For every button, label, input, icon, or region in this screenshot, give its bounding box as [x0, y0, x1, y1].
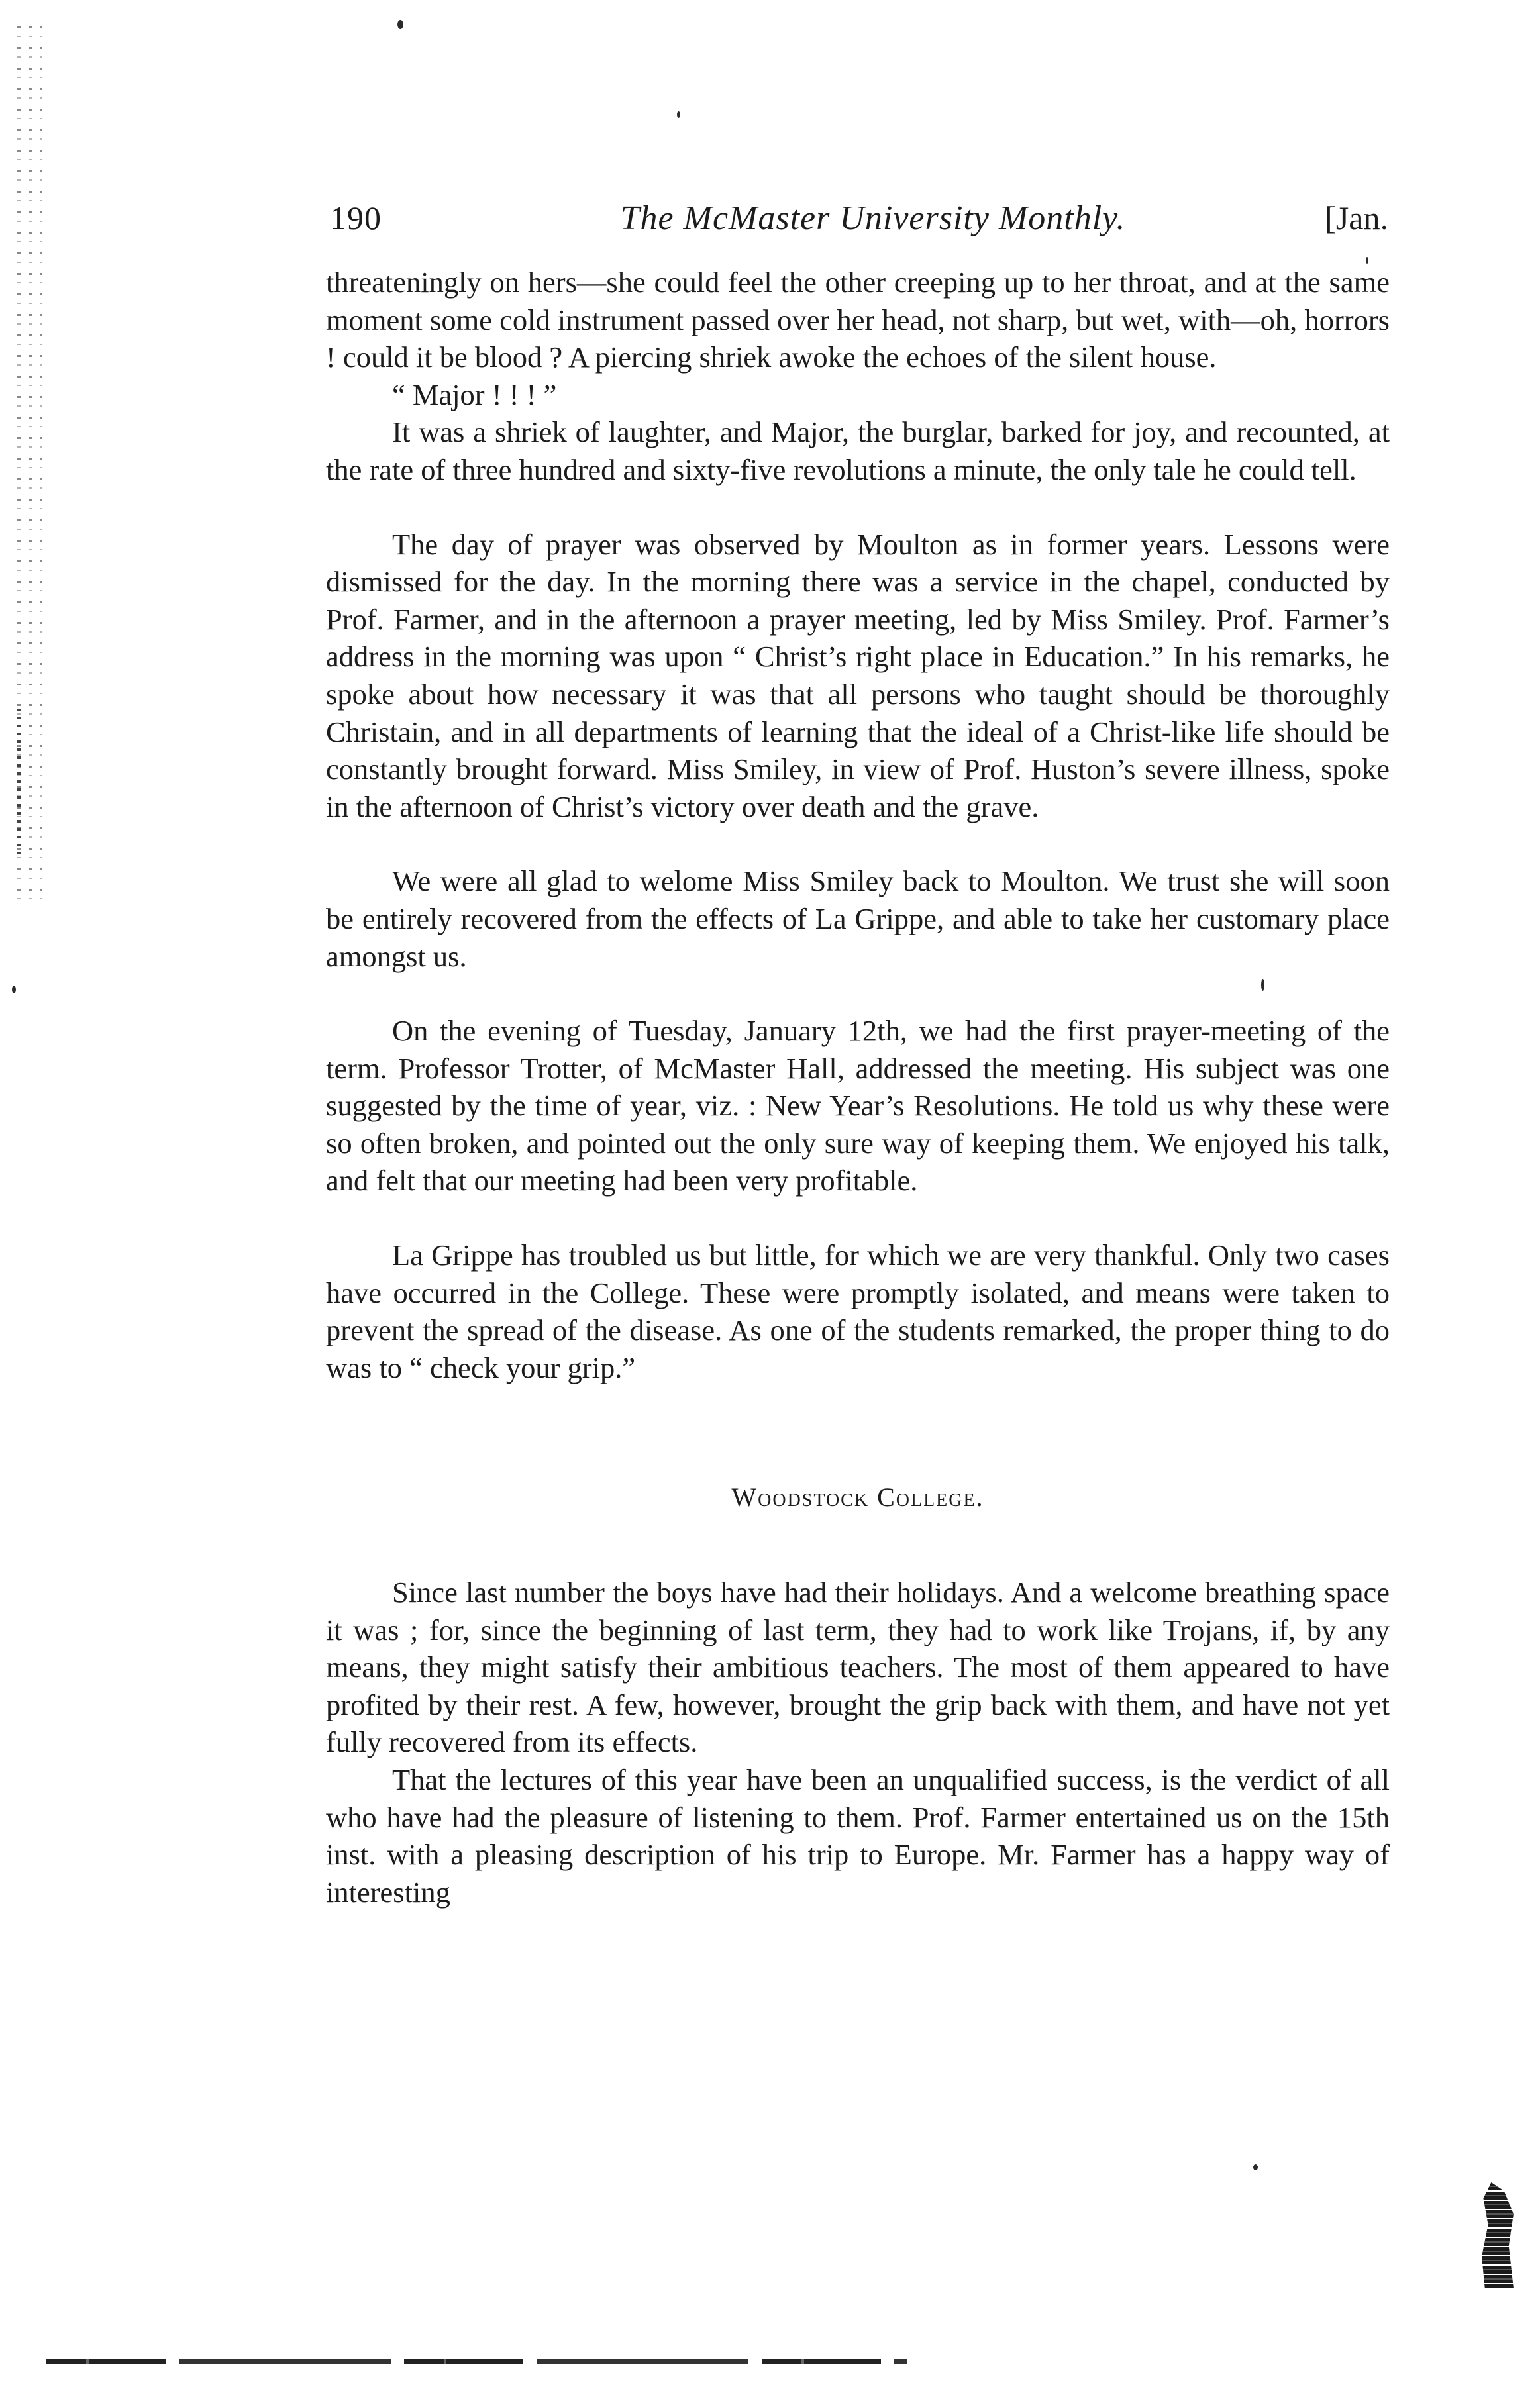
scan-speck [397, 20, 403, 29]
scan-corner-mark [1482, 2182, 1514, 2288]
scan-speck [677, 111, 680, 118]
paragraph: “ Major ! ! ! ” [392, 378, 557, 411]
scan-speck [12, 986, 16, 993]
paragraph: On the evening of Tuesday, January 12th, we had the first prayer-meeting of the term. Professor Trotter, of McMaster Hall, addressed the meeting. His subject was one suggested by the time of year, viz. : New Year’s Resolutions. He told us why these were so often broken, and pointed out the only sure way of keeping them. We enjoyed his talk, and felt that our meeting had been very profitable. [326, 1014, 1390, 1197]
paragraph: La Grippe has troubled us but little, for which we are very thankful. Only two cases have occurred in the College. These were promptly isolated, and means were taken to prevent the spread of the disease. As one of the students remarked, the proper thing to do was to “ check your grip.” [326, 1239, 1390, 1384]
section-title: Woodstock College. [731, 1482, 984, 1513]
page-number: 190 [330, 199, 382, 236]
paragraph: It was a shriek of laughter, and Major, the burglar, barked for joy, and recounted, at the rate of three hundred and sixty-five revolutions a minute, the only tale he could tell. [326, 415, 1390, 486]
running-title: The McMaster University Monthly. [620, 199, 1126, 237]
scan-bottom-rule [46, 2359, 907, 2364]
paragraph: We were all glad to welome Miss Smiley back to Moulton. We trust she will soon be entirely recovered from the effects of La Grippe, and able to take her customary place amongst us. [326, 864, 1390, 973]
scan-speck [1253, 2164, 1258, 2170]
article-body [326, 264, 1390, 1911]
paragraph: Since last number the boys have had their holidays. And a welcome breathing space it was ; for, since the beginning of last term, they had to work like Trojans, if, by any means, they might satisfy their ambitious teachers. The most of them appeared to have profited by their rest. A few, however, brought the grip back with them, and have not yet fully recovered from its effects. [326, 1576, 1390, 1759]
scan-speck [1366, 257, 1368, 264]
paragraph: That the lectures of this year have been an unqualified success, is the verdict of all who have had the pleasure of listening to them. Prof. Farmer entertained us on the 15th inst. with a pleasing description of his trip to Europe. Mr. Farmer has a happy way of interesting [326, 1763, 1390, 1909]
scan-edge-dots [17, 709, 21, 854]
paragraph: threateningly on hers—she could feel the other creeping up to her throat, and at the same moment some cold instrument passed over her head, not sharp, but wet, with—oh, horrors ! could it be blood ? A piercing shriek awoke the echoes of the silent house. [326, 266, 1390, 374]
running-month: [Jan. [1325, 199, 1388, 236]
paragraph: The day of prayer was observed by Moulton as in former years. Lessons were dismissed for the day. In the morning there was a service in the chapel, conducted by Prof. Farmer, and in the afternoon a prayer meeting, led by Miss Smiley. Prof. Farmer’s address in the morning was upon “ Christ’s right place in Education.” In his remarks, he spoke about how necessary it was that all persons who taught should be thoroughly Christain, and in all departments of learning that the ideal of a Christ-like life should be constantly brought forward. Miss Smiley, in view of Prof. Huston’s severe illness, spoke in the afternoon of Christ’s victory over death and the grave. [326, 527, 1390, 823]
running-header [330, 199, 1388, 252]
